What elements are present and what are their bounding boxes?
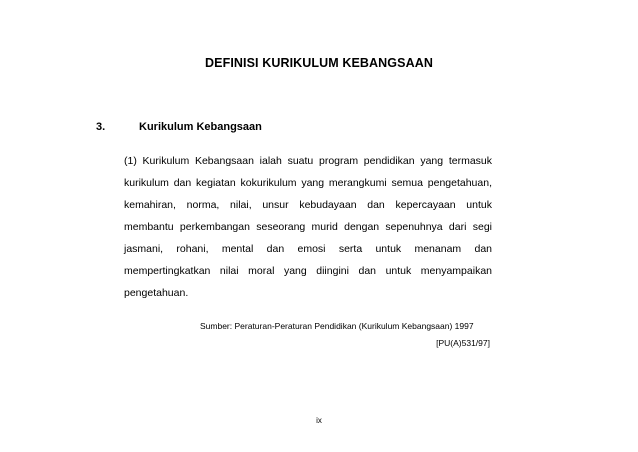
- section-heading: Kurikulum Kebangsaan: [139, 121, 262, 133]
- source-citation: Sumber: Peraturan-Peraturan Pendidikan (Kurikulum Kebangsaan) 1997: [200, 321, 474, 331]
- paragraph-line: kemahiran, norma, nilai, unsur kebudayaan dan kepercayaan untuk: [124, 199, 492, 211]
- section-number: 3.: [96, 121, 106, 133]
- page-number: ix: [316, 416, 322, 425]
- definition-paragraph: [124, 150, 492, 304]
- paragraph-line: pengetahuan.: [124, 287, 189, 299]
- paragraph-line: mempertingkatkan nilai moral yang diingini dan untuk menyampaikan: [124, 265, 492, 277]
- paragraph-line: kurikulum dan kegiatan kokurikulum yang merangkumi semua pengetahuan,: [124, 177, 492, 189]
- paragraph-line: jasmani, rohani, mental dan emosi serta untuk menanam dan: [124, 243, 492, 255]
- paragraph-line: membantu perkembangan seseorang murid dengan sepenuhnya dari segi: [124, 221, 492, 233]
- paragraph-line: (1) Kurikulum Kebangsaan ialah suatu program pendidikan yang termasuk: [124, 155, 492, 167]
- legal-reference: [PU(A)531/97]: [436, 338, 490, 348]
- page-title: DEFINISI KURIKULUM KEBANGSAAN: [205, 56, 433, 70]
